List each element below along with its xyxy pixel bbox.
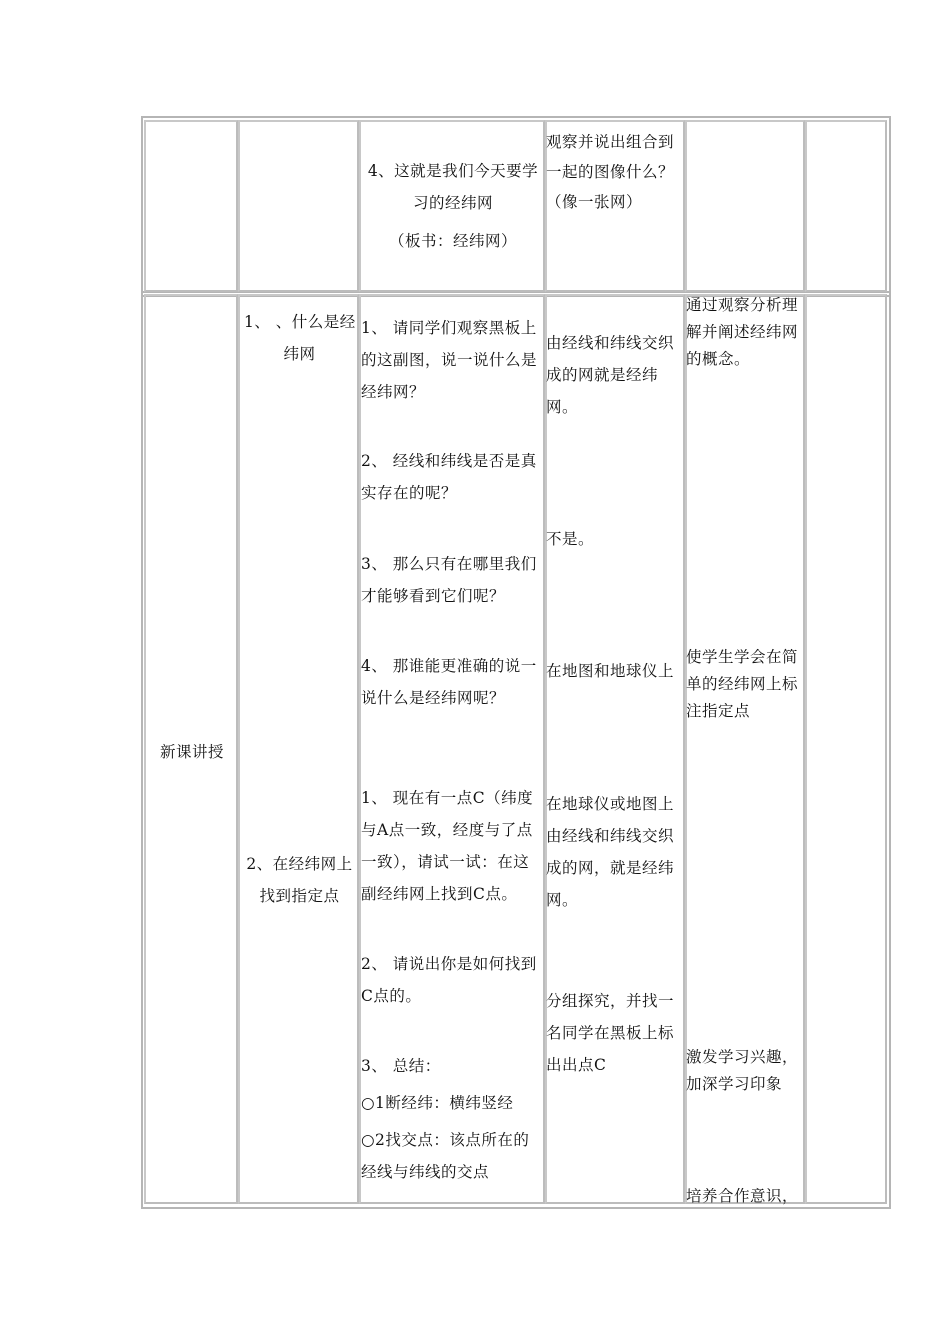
student-a4-line-3: 成的网，就是经纬 — [546, 859, 675, 877]
intent-i2-line-2: 单的经纬网上标 — [686, 675, 799, 693]
student-a1-line-1: 由经线和纬线交织 — [546, 334, 675, 352]
intent-i1-line-2: 解并阐述经纬网 — [686, 323, 799, 341]
row1-note-cell — [805, 120, 887, 292]
row1-teacher-line-2: 习的经纬网 — [412, 194, 493, 212]
row1-student-line-2: 一起的图像什么？ — [546, 163, 675, 181]
stage-label: 新课讲授 — [159, 743, 224, 761]
row1-student-line-3: （像一张网） — [546, 193, 643, 211]
teacher-q1-line-3: 经纬网？ — [361, 383, 426, 401]
row1-stage-cell — [144, 120, 238, 292]
student-a1-line-2: 成的网就是经纬 — [546, 366, 659, 384]
student-a5-line-3: 出出点C — [546, 1056, 607, 1074]
intent-i2-line-3: 注指定点 — [686, 702, 751, 720]
topic-1-line-1: 1、 、什么是经 — [244, 313, 356, 331]
student-a4-line-4: 网。 — [546, 891, 579, 909]
teacher-p1-line-2: 与A点一致，经度与了点 — [361, 821, 533, 839]
intent-i2-line-1: 使学生学会在简 — [686, 648, 799, 666]
row1-teacher-line-1: 4、这就是我们今天要学 — [367, 162, 539, 180]
row2-topic-cell — [238, 294, 359, 1204]
teacher-p1-line-1: 1、 现在有一点C（纬度 — [361, 789, 534, 807]
row1-topic-cell — [238, 120, 359, 292]
student-a5-line-2: 名同学在黑板上标 — [546, 1024, 675, 1042]
student-a4-line-2: 由经线和纬线交织 — [546, 827, 675, 845]
intent-i3-line-1: 激发学习兴趣， — [686, 1048, 799, 1066]
row1-teacher-line-3: （板书：经纬网） — [388, 232, 517, 250]
teacher-p3-line-2: ○1断经纬：横纬竖经 — [361, 1094, 514, 1112]
row1-intent-cell — [685, 120, 805, 292]
teacher-q2-line-1: 2、 经线和纬线是否是真 — [361, 452, 537, 470]
teacher-q2-line-2: 实存在的呢？ — [361, 484, 458, 502]
student-a4-line-1: 在地球仪或地图上 — [546, 795, 675, 813]
row2-note-cell — [805, 294, 887, 1204]
teacher-q1-line-1: 1、 请同学们观察黑板上 — [361, 319, 537, 337]
student-a5-line-1: 分组探究，并找一 — [546, 992, 675, 1010]
teacher-p3-line-4: 经线与纬线的交点 — [361, 1163, 490, 1181]
intent-i4-line-1: 培养合作意识， — [686, 1187, 799, 1205]
teacher-p3-line-1: 3、 总结： — [361, 1057, 441, 1075]
teacher-p1-line-3: 一致），请试一试：在这 — [361, 853, 530, 871]
teacher-q3-line-1: 3、 那么只有在哪里我们 — [361, 555, 537, 573]
row1-student-line-1: 观察并说出组合到 — [546, 133, 675, 151]
teacher-p3-line-3: ○2找交点：该点所在的 — [361, 1131, 530, 1149]
teacher-p2-line-1: 2、 请说出你是如何找到 — [361, 955, 537, 973]
teacher-p2-line-2: C点的。 — [361, 987, 422, 1005]
student-a2-line-1: 不是。 — [546, 530, 595, 548]
topic-1-line-2: 纬网 — [283, 345, 316, 363]
teacher-q1-line-2: 的这副图，说一说什么是 — [361, 351, 538, 369]
intent-i3-line-2: 加深学习印象 — [686, 1075, 783, 1093]
teacher-q4-line-1: 4、 那谁能更准确的说一 — [361, 657, 537, 675]
teacher-q3-line-2: 才能够看到它们呢？ — [361, 587, 506, 605]
student-a1-line-3: 网。 — [546, 398, 579, 416]
intent-i1-line-1: 通过观察分析理 — [686, 296, 799, 314]
intent-i1-line-3: 的概念。 — [686, 350, 751, 368]
teacher-q4-line-2: 说什么是经纬网呢？ — [361, 689, 506, 707]
teacher-p1-line-4: 副经纬网上找到C点。 — [361, 885, 518, 903]
topic-2-line-2: 找到指定点 — [259, 887, 340, 905]
student-a3-line-1: 在地图和地球仪上 — [546, 662, 675, 680]
topic-2-line-1: 2、在经纬网上 — [246, 855, 353, 873]
